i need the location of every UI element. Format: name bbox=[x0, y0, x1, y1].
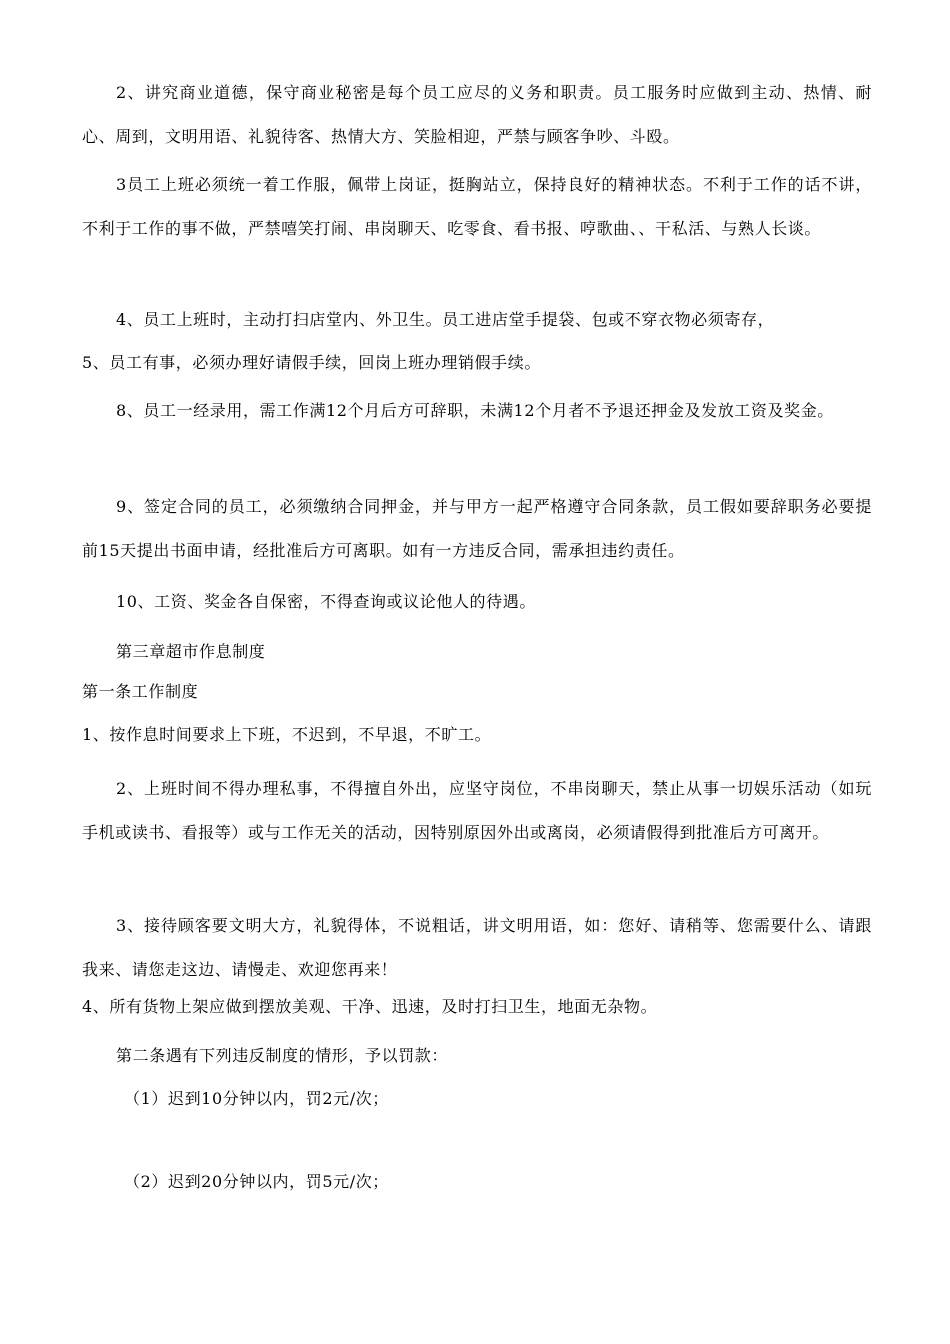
chapter-heading: 第三章超市作息制度 bbox=[116, 642, 266, 661]
rule-item-2: 2、上班时间不得办理私事，不得擅自外出，应坚守岗位，不串岗聊天，禁止从事一切娱乐活动（如玩手机或读书、看报等）或与工作无关的活动，因特别原因外出或离岗，必须请假得到批准后方可离开。 bbox=[82, 779, 872, 842]
penalty-heading: 第二条遇有下列违反制度的情形，予以罚款： bbox=[116, 1046, 449, 1065]
penalty-item-1: （1）迟到10分钟以内，罚2元/次； bbox=[124, 1089, 389, 1108]
paragraph-item-2: 2、讲究商业道德，保守商业秘密是每个员工应尽的义务和职责。员工服务时应做到主动、热情、耐心、周到，文明用语、礼貌待客、热情大方、笑脸相迎，严禁与顾客争吵、斗殴。 bbox=[82, 83, 872, 146]
paragraph-item-9: 9、签定合同的员工，必须缴纳合同押金，并与甲方一起严格遵守合同条款，员工假如要辞职务必要提前15天提出书面申请，经批准后方可离职。如有一方违反合同，需承担违约责任。 bbox=[82, 497, 872, 560]
rule-item-1: 1、按作息时间要求上下班，不迟到，不早退，不旷工。 bbox=[82, 725, 492, 744]
penalty-item-2: （2）迟到20分钟以内，罚5元/次； bbox=[124, 1172, 389, 1191]
article-heading: 第一条工作制度 bbox=[82, 682, 199, 701]
rule-item-4: 4、所有货物上架应做到摆放美观、干净、迅速，及时打扫卫生，地面无杂物。 bbox=[82, 997, 658, 1016]
paragraph-item-10: 10、工资、奖金各自保密，不得查询或议论他人的待遇。 bbox=[116, 592, 536, 611]
paragraph-item-8: 8、员工一经录用，需工作满12个月后方可辞职，未满12个月者不予退还押金及发放工资及奖金。 bbox=[116, 401, 834, 420]
paragraph-item-4: 4、员工上班时，主动打扫店堂内、外卫生。员工进店堂手提袋、包或不穿衣物必须寄存， bbox=[116, 310, 775, 329]
paragraph-item-5: 5、员工有事，必须办理好请假手续，回岗上班办理销假手续。 bbox=[82, 353, 541, 372]
paragraph-item-3: 3员工上班必须统一着工作服，佩带上岗证，挺胸站立，保持良好的精神状态。不利于工作的话不讲，不利于工作的事不做，严禁嘻笑打闹、串岗聊天、吃零食、看书报、哼歌曲、、干私活、与熟人长谈。 bbox=[82, 175, 872, 238]
rule-item-3: 3、接待顾客要文明大方，礼貌得体，不说粗话，讲文明用语，如：您好、请稍等、您需要什么、请跟我来、请您走这边、请慢走、欢迎您再来！ bbox=[82, 916, 872, 979]
